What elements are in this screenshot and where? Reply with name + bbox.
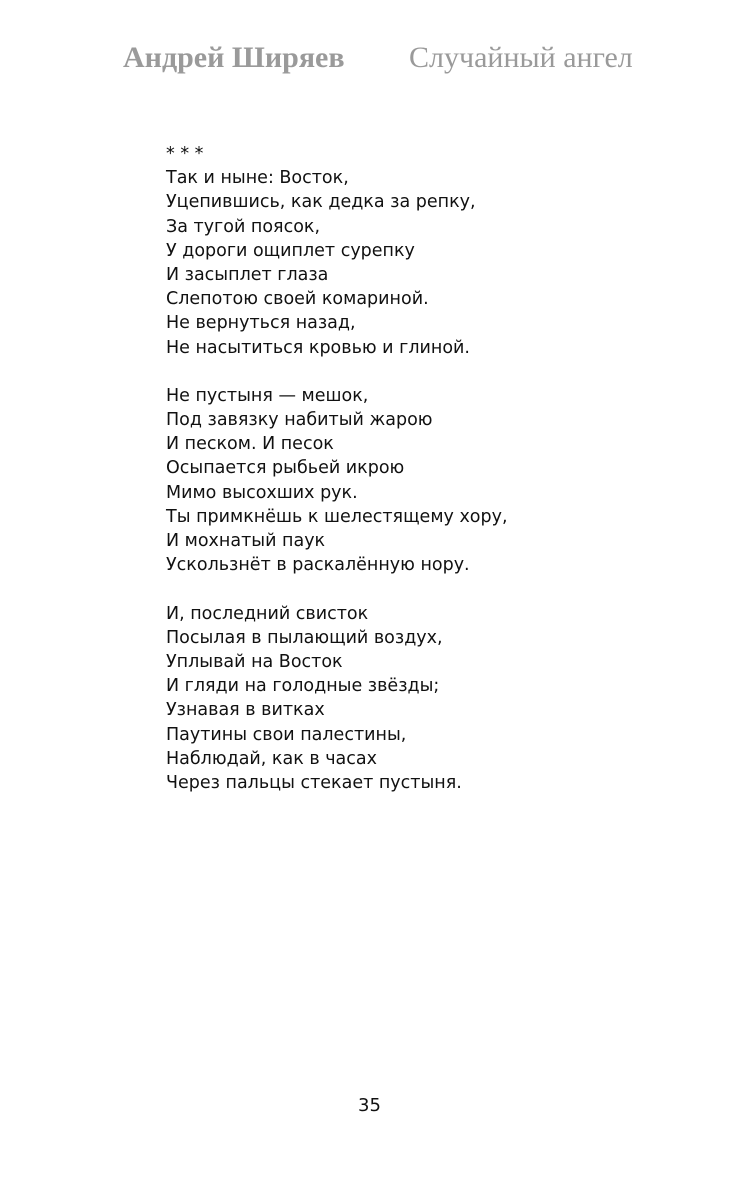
stanza-gap xyxy=(166,577,706,601)
poem-line: И засыплет глаза xyxy=(166,264,329,285)
poem-line: За тугой поясок, xyxy=(166,216,321,237)
header-book-title: Случайный ангел xyxy=(409,41,633,74)
stanza-2 xyxy=(166,384,706,578)
poem-line: Уцепившись, как дедка за репку, xyxy=(166,192,476,213)
stanza-1 xyxy=(166,166,706,360)
poem-line: Ты примкнёшь к шелестящему хору, xyxy=(166,506,508,527)
poem-line: У дороги ощиплет сурепку xyxy=(166,240,415,261)
poem-line: Узнавая в витках xyxy=(166,700,325,721)
poem-line: Ускользнёт в раскалённую нору. xyxy=(166,555,470,576)
poem-line: Наблюдай, как в часах xyxy=(166,748,377,769)
poem-line: И гляди на голодные звёзды; xyxy=(166,676,440,697)
poem-separator: * * * xyxy=(166,144,204,164)
poem-line: Не пустыня — мешок, xyxy=(166,385,369,406)
poem-line: Осыпается рыбьей икрою xyxy=(166,458,405,479)
page-number: 35 xyxy=(358,1095,381,1116)
poem-line: Не вернуться назад, xyxy=(166,313,356,334)
poem-line: Мимо высохших рук. xyxy=(166,482,358,503)
poem-line: Паутины свои палестины, xyxy=(166,724,407,745)
poem-line: Через пальцы стекает пустыня. xyxy=(166,772,462,793)
header-author: Андрей Ширяев xyxy=(123,41,345,74)
stanza-gap xyxy=(166,360,706,384)
poem-line: Слепотою своей комариной. xyxy=(166,289,429,310)
poem-line: Так и ныне: Восток, xyxy=(166,168,349,189)
stanza-3 xyxy=(166,602,706,796)
poem-line: Посылая в пылающий воздух, xyxy=(166,627,443,648)
poem-line: И песком. И песок xyxy=(166,434,334,455)
poem-line: Под завязку набитый жарою xyxy=(166,410,433,431)
poem-line: И мохнатый паук xyxy=(166,531,326,551)
poem xyxy=(166,142,706,795)
poem-line: Уплывай на Восток xyxy=(166,651,343,672)
poem-line: И, последний свисток xyxy=(166,603,369,624)
poem-line: Не насытиться кровью и глиной. xyxy=(166,337,470,358)
